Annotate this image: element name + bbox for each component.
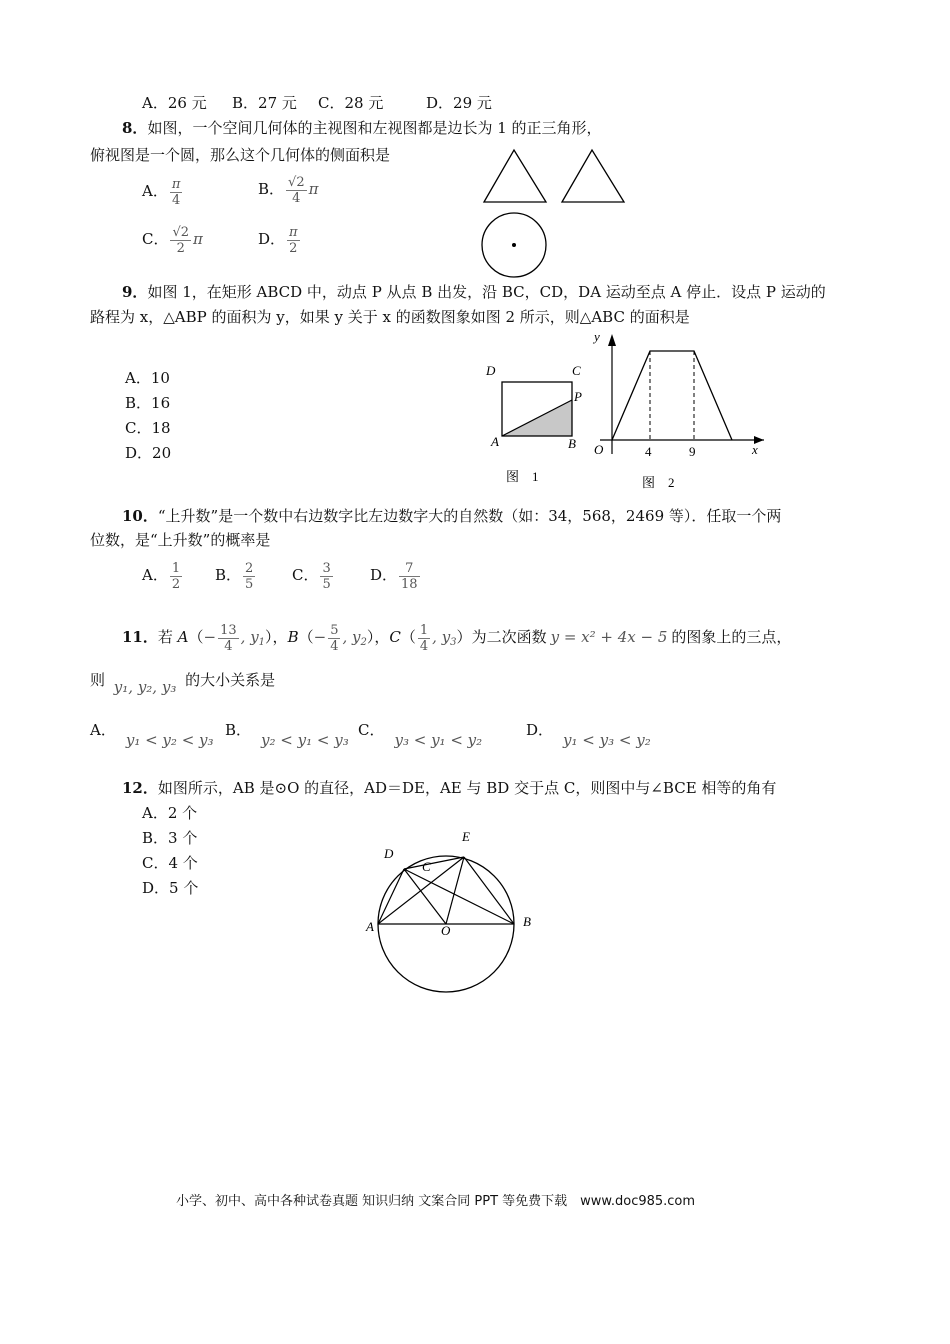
- fraction: $\frac{5}{4}$: [330, 622, 339, 654]
- fraction: $\frac{1}{2}$: [171, 560, 181, 592]
- q11-option-b: B．y₂ < y₁ < y₃: [225, 721, 349, 749]
- q9-option-b: B．16: [125, 394, 171, 412]
- segment-ad: [378, 869, 404, 924]
- q10-line1: [122, 506, 781, 526]
- q12-option-d: D．5 个: [142, 879, 199, 897]
- q10-text-line1: “上升数”是一个数中右边数字比左边数字大的自然数（如：34，568，2469 等）．任取一个两: [157, 507, 782, 525]
- q9-text-line1: 如图 1，在矩形 ABCD 中，动点 P 从点 B 出发，沿 BC，CD，DA 运动至点 A 停止．设点 P 运动的: [147, 283, 826, 301]
- q12-circle-figure: [360, 825, 540, 1000]
- q9-option-d: D．20: [125, 444, 172, 462]
- fraction: $\frac{3}{5}$: [322, 560, 331, 592]
- tick-9: 9: [689, 444, 696, 459]
- q10-number: 10．: [122, 507, 158, 525]
- q12-option-b: B．3 个: [142, 829, 198, 847]
- q10-option-c: C． $\frac{3}{5}$: [292, 560, 331, 592]
- q7-option-c: C．28 元: [318, 94, 384, 112]
- q12-option-a: A．2 个: [142, 804, 198, 822]
- q10-option-a: A． $\frac{1}{2}$: [142, 560, 181, 592]
- label-e: E: [462, 829, 470, 844]
- segment-be: [464, 857, 514, 924]
- q7-option-a: A．26 元: [142, 94, 207, 112]
- label-p: P: [574, 389, 582, 404]
- fraction: $\frac{\pi}{4}$: [171, 176, 181, 208]
- point-c-label: C: [389, 628, 401, 646]
- label-c: C: [422, 859, 431, 874]
- q9-figure2-graph: [588, 326, 768, 492]
- q8-option-b: B． $\frac{√2}{4}$ π: [258, 174, 319, 206]
- q8-option-a: A． $\frac{\pi}{4}$: [142, 176, 181, 208]
- page-footer: 小学、初中、高中各种试卷真题 知识归纳 文案合同 PPT 等免费下载 www.doc985.com: [176, 1194, 696, 1209]
- label-a: A: [366, 919, 374, 934]
- q8-line2: 俯视图是一个圆，那么这个几何体的侧面积是: [90, 146, 391, 164]
- q11-option-c: C．y₃ < y₁ < y₂: [358, 721, 483, 749]
- q12-number: 12．: [122, 779, 158, 797]
- fraction: $\frac{2}{5}$: [245, 560, 254, 592]
- label-c: C: [572, 363, 581, 378]
- side-view-triangle: [562, 150, 624, 202]
- label-x: x: [752, 442, 758, 457]
- label-d: D: [486, 363, 496, 378]
- y-values: y₁, y₂, y₃: [113, 678, 177, 696]
- q11-option-a: A．y₁ < y₂ < y₃: [90, 721, 214, 749]
- q11-option-d: D．y₁ < y₃ < y₂: [526, 721, 651, 749]
- q8-three-views-figure: [470, 140, 640, 280]
- label-d: D: [384, 846, 394, 861]
- fraction: $\frac{13}{4}$: [220, 622, 237, 654]
- label-b: B: [568, 436, 576, 451]
- point-a-label: A: [177, 628, 189, 646]
- fraction: $\frac{√2}{2}$: [172, 224, 190, 256]
- fraction: $\frac{\pi}{2}$: [289, 224, 298, 256]
- q12-line1: [122, 778, 776, 798]
- fraction: $\frac{1}{4}$: [419, 622, 429, 654]
- fraction: $\frac{√2}{4}$: [288, 174, 305, 206]
- quadratic-function: y = x² + 4x − 5: [550, 628, 668, 646]
- front-view-triangle: [484, 150, 546, 202]
- q11-line2: 则 y₁, y₂, y₃ 的大小关系是: [90, 671, 276, 696]
- q10-option-b: B． $\frac{2}{5}$: [215, 560, 254, 592]
- segment-oe: [446, 857, 464, 924]
- segment-de: [404, 857, 464, 869]
- q8-line1: [122, 118, 602, 138]
- q8-number: 8．: [122, 119, 148, 137]
- q12-option-c: C．4 个: [142, 854, 198, 872]
- q12-text-line1: 如图所示，AB 是⊙O 的直径，AD＝DE，AE 与 BD 交于点 C，则图中与∠BCE 相等的角有: [157, 779, 777, 797]
- q7-option-d: D．29 元: [426, 94, 492, 112]
- point-b-label: B: [287, 628, 299, 646]
- q10-line2: 位数，是“上升数”的概率是: [90, 531, 271, 549]
- q9-option-a: A．10: [125, 369, 170, 387]
- q10-option-d: D． $\frac{7}{18}$: [370, 560, 418, 592]
- function-graph: [612, 351, 732, 440]
- figure2-caption: 图 2: [642, 475, 675, 490]
- figure1-caption: 图 1: [506, 469, 539, 484]
- q8-option-c: C． $\frac{√2}{2}$ π: [142, 224, 203, 256]
- q11-line1: 11．若 A（− $\frac{13}{4}$ , $y_1$），B（− $\frac{5}{4}$ , $y_2$），C（ $\frac{1}{4}$ , $y_3$）为二次函数 y = x² + 4x − 5 的图象上的三点，: [122, 622, 792, 654]
- q7-option-b: B．27 元: [232, 94, 297, 112]
- label-y: y: [594, 329, 600, 344]
- q9-number: 9．: [122, 283, 148, 301]
- label-origin: O: [594, 442, 604, 457]
- tick-4: 4: [645, 444, 652, 459]
- segment-od: [404, 869, 446, 924]
- circle-center-dot: [512, 243, 516, 247]
- label-o: O: [441, 923, 451, 938]
- label-a: A: [491, 434, 499, 449]
- q9-option-c: C．18: [125, 419, 171, 437]
- y-axis-arrow: [608, 334, 616, 346]
- q9-line2: 路程为 x，△ABP 的面积为 y，如果 y 关于 x 的函数图象如图 2 所示，则△ABC 的面积是: [90, 308, 690, 326]
- q9-figure1-rectangle: [478, 356, 598, 492]
- q11-number: 11．: [122, 628, 158, 646]
- label-b: B: [523, 914, 531, 929]
- fraction: $\frac{7}{18}$: [401, 560, 418, 592]
- q9-line1: [122, 282, 826, 302]
- q8-text-line1: 如图，一个空间几何体的主视图和左视图都是边长为 1 的正三角形，: [147, 119, 602, 137]
- q8-option-d: D． $\frac{\pi}{2}$: [258, 224, 298, 256]
